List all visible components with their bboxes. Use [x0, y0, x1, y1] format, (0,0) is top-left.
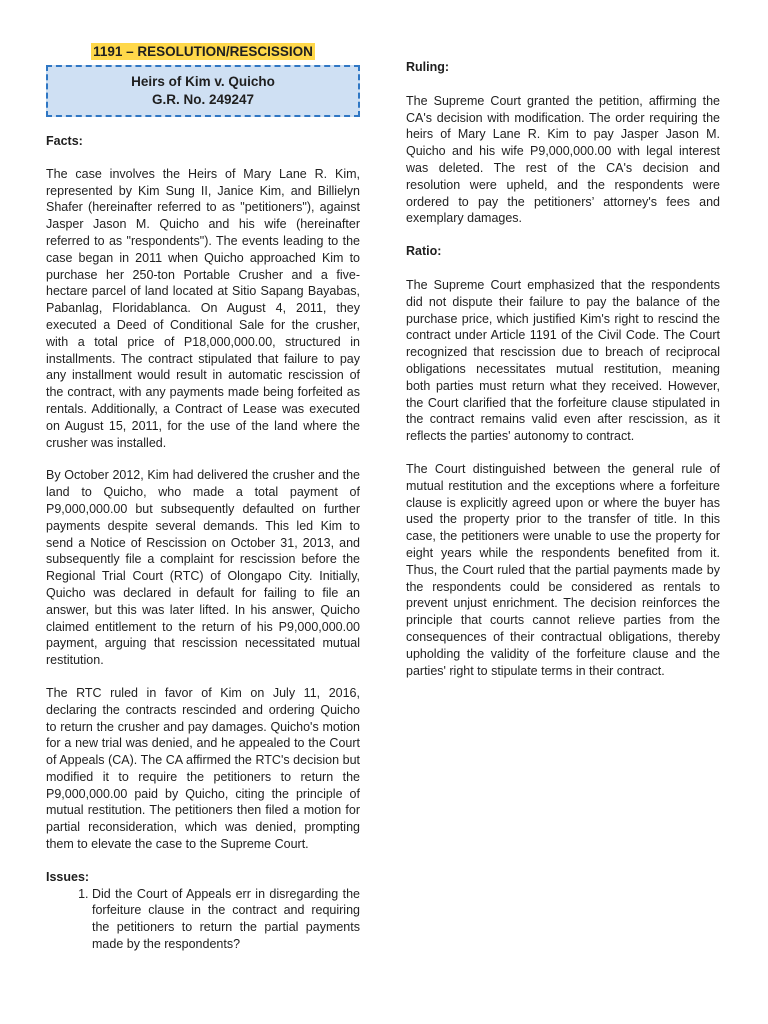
right-column: [406, 0, 720, 679]
topic-tag: 1191 – RESOLUTION/RESCISSION: [93, 44, 313, 59]
ratio-paragraph-1: The Supreme Court emphasized that the respondents did not dispute their failure to pay the balance of the purchase price, which justified Kim's right to rescind the contract under Article 1191 of the Civil Code. The Court recognized that rescission due to breach of reciprocal obligations necessitates mutual restitution, meaning both parties must return what they received. However, the Court clarified that the forfeiture clause stipulated in the contract remains valid even after rescission, as it reflects the parties' autonomy to contract.: [406, 277, 720, 444]
facts-paragraph-1: The case involves the Heirs of Mary Lane R. Kim, represented by Kim Sung II, Janice Kim, and Billielyn Shafer (hereinafter referred to as "petitioners"), against Jasper Jason M. Quicho and his wife (hereinafter referred to as "respondents"). The events leading to the case began in 2011 when Quicho approached Kim to purchase her 250-ton Portable Crusher and a five-hectare parcel of land located at Sitio Sapang Bayabas, Pabanlag, Floridablanca. On August 4, 2011, they executed a Deed of Conditional Sale for the crusher, with a total price of P18,000,000.00, structured in installments. The contract stipulated that failure to pay any installment would result in automatic rescission of the contract, with any payments made being forfeited as rentals. Additionally, a Contract of Lease was executed on August 15, 2011, for the use of the land where the crusher was installed.: [46, 166, 360, 450]
issues-heading: Issues:: [46, 869, 90, 884]
issues-list: [46, 886, 360, 953]
ruling-heading: Ruling:: [406, 60, 450, 74]
ratio-heading: Ratio:: [406, 244, 442, 259]
case-title: Heirs of Kim v. Quicho: [131, 74, 275, 89]
gr-number: G.R. No. 249247: [151, 92, 255, 107]
facts-paragraph-2: By October 2012, Kim had delivered the crusher and the land to Quicho, who made a total payment of P9,000,000.00 but subsequently defaulted on further payments despite several demands. This led Kim to send a Notice of Rescission on October 31, 2013, and subsequently file a complaint for rescission before the Regional Trial Court (RTC) of Olongapo City. Initially, Quicho was declared in default for failing to file an answer, but this was later lifted. In his answer, Quicho claimed entitlement to the return of his P9,000,000.00 payment, arguing that rescission necessitated mutual restitution.: [46, 468, 360, 668]
issue-item: 1. Did the Court of Appeals err in disregarding the forfeiture clause in the contract and requiring the petitioners to return the partial payments made by the respondents?: [92, 886, 360, 953]
case-title-box: [46, 65, 360, 117]
left-column: [46, 0, 360, 953]
ratio-paragraph-2: The Court distinguished between the general rule of mutual restitution and the exceptions where a forfeiture clause is explicitly agreed upon or where the buyer has used the property prior to the transfer of title. In this case, the petitioners were unable to use the property for eight years while the respondents benefited from it. Thus, the Court ruled that the partial payments made by the respondents could be considered as rentals to prevent unjust enrichment. The decision reinforces the principle that courts cannot relieve parties from the consequences of their contractual obligations, thereby upholding the validity of the forfeiture clause and the parties' right to stipulate terms in their contract.: [406, 461, 720, 678]
ruling-paragraph: The Supreme Court granted the petition, affirming the CA's decision with modification. The order requiring the heirs of Mary Lane R. Kim to pay Jasper Jason M. Quicho and his wife P9,000,000.00 with legal interest was deleted. The rest of the CA's decision and resolution were upheld, and the respondents were ordered to pay the petitioners’ attorney's fees and exemplary damages.: [406, 93, 720, 226]
facts-paragraph-3: The RTC ruled in favor of Kim on July 11, 2016, declaring the contracts rescinded and ordering Quicho to return the crusher and pay damages. Quicho's motion for a new trial was denied, and he appealed to the Court of Appeals (CA). The CA affirmed the RTC's decision but modified it to require the petitioners to return the P9,000,000.00 paid by Quicho, citing the principle of mutual restitution. The petitioners then filed a motion for partial reconsideration, which was denied, prompting them to elevate the case to the Supreme Court.: [46, 685, 360, 852]
facts-heading: Facts:: [46, 134, 83, 148]
topic-tag-wrapper: [46, 43, 360, 60]
